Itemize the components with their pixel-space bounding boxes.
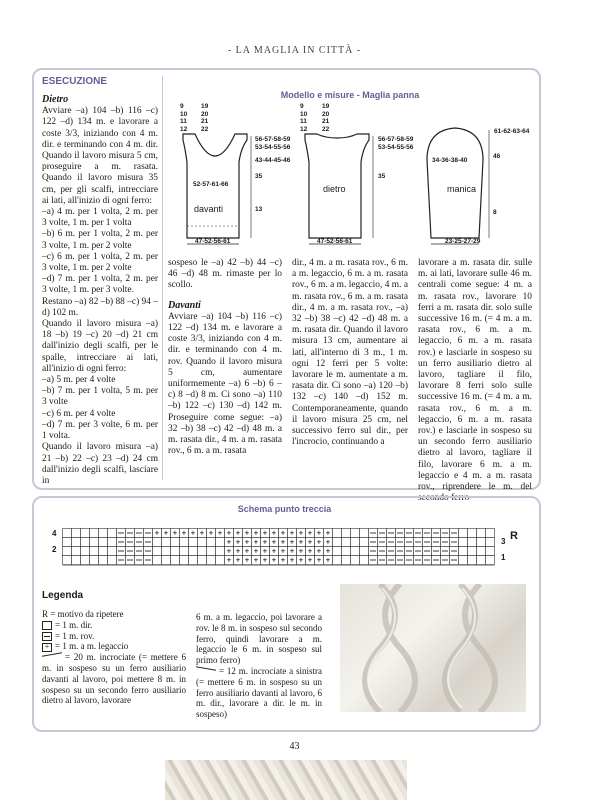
size-label: 20: [201, 110, 209, 118]
knit-symbol-icon: [42, 621, 52, 630]
legend-column-2: [196, 612, 322, 720]
garter-symbol: +: [226, 555, 232, 565]
chart-cell: [198, 547, 207, 556]
back-shoulder-label: 56-57-58-59: [378, 136, 414, 143]
paragraph: –c) 6 m. per 1 volta, 2 m. per 3 volte, 1 m. per 2 volte: [42, 251, 158, 274]
chart-cell: [198, 556, 207, 565]
column-2: [168, 258, 282, 457]
legend: [42, 590, 186, 706]
garter-symbol: +: [235, 537, 241, 547]
running-header: - LA MAGLIA IN CITTÀ -: [227, 45, 362, 56]
chart-cell: [486, 538, 495, 547]
chart-cell: [90, 529, 99, 538]
front-piece-label: davanti: [194, 204, 224, 214]
column-1: [42, 76, 158, 487]
repeat-marker: R: [510, 530, 518, 542]
chart-cell: [63, 538, 72, 547]
chart-cell: [360, 556, 369, 565]
garter-symbol: +: [226, 528, 232, 538]
page-number: 43: [289, 741, 300, 752]
paragraph: –c) 6 m. per 4 volte: [42, 408, 116, 419]
garter-symbol: +: [235, 555, 241, 565]
back-top-right-sizes: [322, 103, 329, 133]
size-label: 9: [180, 103, 184, 110]
back-piece-label: dietro: [323, 184, 346, 194]
legend-item-cable-left: [196, 666, 322, 720]
garter-symbol: +: [244, 555, 250, 565]
chart-cell: [216, 556, 225, 565]
chart-cell: [81, 556, 90, 565]
chart-cell: [171, 538, 180, 547]
chart-cell: [351, 538, 360, 547]
legend-item-label: = 1 m. dir.: [55, 619, 93, 630]
legend-item-label: = 1 m. rov.: [55, 630, 95, 641]
chart-cell: [81, 547, 90, 556]
legend-item-garter: [42, 641, 186, 652]
chart-cell: [171, 556, 180, 565]
paragraph: Restano –a) 82 –b) 88 –c) 94 –d) 102 m.: [42, 296, 158, 318]
chart-cell: [81, 529, 90, 538]
chart-cell: [108, 547, 117, 556]
garter-symbol: +: [280, 528, 286, 538]
garter-symbol: +: [253, 555, 259, 565]
front-shoulder-label-2: 53-54-55-56: [255, 144, 291, 151]
chart-cell: [360, 547, 369, 556]
garter-symbol: +: [271, 555, 277, 565]
chart-cell: [153, 556, 162, 565]
garter-symbol: +: [235, 546, 241, 556]
garter-symbol: +: [226, 537, 232, 547]
chart-cell: [99, 556, 108, 565]
chart-cell: [459, 547, 468, 556]
garter-symbol: +: [289, 537, 295, 547]
garter-symbol: +: [181, 528, 187, 538]
paragraph: –a) 4 m. per 1 volta, 2 m. per 3 volte, 1 m. per 1 volta: [42, 207, 158, 229]
chart-cell: [216, 538, 225, 547]
legend-item: R = motivo da ripetere: [42, 609, 124, 619]
garter-symbol: +: [325, 528, 331, 538]
subheading-dietro: Dietro: [42, 94, 69, 105]
chart-cell: [477, 556, 486, 565]
paragraph: lavorare a m. rasata dir. sulle m. ai lati, lavorare sulle 46 m. centrali come segue: 4 m. a m. rasata rov., lavorare 10 ferri a m. rasata dir. solo sulle successive 16 m. (= 4 m. a m. rasata rov., 6 m. a m. legaccio, 6 m. a m. rasata rov.) e lasciarle in sospeso su un ferro ausiliario dietro al lavoro, tagliare il filo, lavorare 8 ferri solo sulle successive 16 m. (= 4 m. a m. rasata rov., 6 m. a m. legaccio, 6 m. a m. rasata rov.) e lasciarle in sospeso su un secondo ferro ausiliario dietro al lavoro, tagliare il filo, lavorare 6 m. a m. legaccio e 4 m. a m. rasata rov., riprendere le m. del secondo ferro: [418, 258, 532, 504]
chart-cell: [342, 556, 351, 565]
garter-symbol: +: [316, 555, 322, 565]
sleeve-piece-outline: [427, 128, 483, 238]
garter-symbol: +: [217, 528, 223, 538]
garter-symbol: +: [172, 528, 178, 538]
section-title: ESECUZIONE: [42, 76, 108, 87]
cable-texture: [340, 584, 526, 712]
garter-symbol: +: [253, 528, 259, 538]
size-label: 9: [300, 103, 304, 110]
chart-cell: [360, 538, 369, 547]
garter-symbol: +: [307, 537, 313, 547]
chart-cell: [90, 538, 99, 547]
size-label: 20: [322, 110, 330, 118]
chart-cell: [189, 538, 198, 547]
stitch-chart: [62, 528, 498, 566]
garter-symbol: +: [298, 537, 304, 547]
chart-cell: [180, 556, 189, 565]
garter-symbol: +: [199, 528, 205, 538]
garter-symbol: +: [298, 528, 304, 538]
garter-symbol: +: [262, 528, 268, 538]
garter-symbol: +: [289, 546, 295, 556]
garter-symbol: +: [316, 537, 322, 547]
front-shoulder-label: 56-57-58-59: [255, 136, 291, 143]
chart-cell: [108, 538, 117, 547]
garter-symbol: +: [280, 537, 286, 547]
paragraph: –a) 5 m. per 4 volte: [42, 375, 116, 386]
chart-cell: [468, 547, 477, 556]
chart-cell: [180, 547, 189, 556]
garter-symbol-icon: +: [42, 643, 52, 652]
chart-cell: [72, 538, 81, 547]
chart-cell: [189, 556, 198, 565]
size-label: 11: [180, 118, 187, 125]
chart-cell: [351, 547, 360, 556]
front-top-right-sizes: [201, 103, 208, 133]
chart-cell: [351, 556, 360, 565]
garter-symbol: +: [154, 528, 160, 538]
chart-cell: [153, 547, 162, 556]
chart-cell: [90, 547, 99, 556]
garter-symbol: +: [271, 528, 277, 538]
garter-symbol: +: [163, 528, 169, 538]
chart-cell: [468, 538, 477, 547]
sleeve-height-8: 8: [493, 209, 497, 216]
sleeve-piece-label: manica: [447, 184, 477, 194]
garter-symbol: +: [208, 528, 214, 538]
sleeve-width-mid: 34-36-38-40: [432, 157, 468, 164]
chart-cell: [459, 529, 468, 538]
sleeve-top-label: 61-62-63-64: [494, 128, 530, 135]
chart-cell: [459, 556, 468, 565]
garter-symbol: +: [262, 555, 268, 565]
paragraph: Avviare –a) 104 –b) 116 –c) 122 –d) 134 m. e lavorare a coste 3/3, iniziando con 4 m. dir. e terminando con 4 m. dir. Quando il lavoro misura 5 cm, proseguire a m. rasata. Quando il lavoro misura 35 cm, per gli scalfi, intrecciare ai lati, all'inizio di ogni ferro:: [42, 106, 158, 206]
garment-schematics: [165, 100, 535, 250]
garter-symbol: +: [262, 537, 268, 547]
size-label: 11: [300, 118, 307, 125]
chart-cell: [360, 529, 369, 538]
chart-cell: [342, 547, 351, 556]
legend-item-purl: [42, 631, 186, 642]
front-height-13: 13: [255, 206, 263, 213]
paragraph: –d) 7 m. per 1 volta, 2 m. per 3 volte, 1 m. per 3 volte.: [42, 274, 158, 296]
front-width-bottom: 47-52-56-61: [195, 238, 231, 245]
garter-symbol: +: [325, 555, 331, 565]
sleeve-height-46: 46: [493, 153, 501, 160]
chart-cell: [207, 547, 216, 556]
paragraph: sospeso le –a) 42 –b) 44 –c) 46 –d) 48 m. rimaste per lo scollo.: [168, 258, 282, 291]
purl-symbol-icon: [42, 632, 52, 641]
garter-symbol: +: [271, 537, 277, 547]
size-label: 12: [300, 125, 308, 133]
paragraph: Quando il lavoro misura –a) 21 –b) 22 –c) 23 –d) 24 cm dall'inizio degli scalfi, lasciare in: [42, 442, 158, 486]
garter-symbol: +: [226, 546, 232, 556]
chart-cell: [216, 547, 225, 556]
chart-cell: [189, 547, 198, 556]
sleeve-width-bottom: 23-25-27-29: [445, 238, 481, 245]
garter-symbol: +: [289, 528, 295, 538]
chart-cell: [108, 556, 117, 565]
chart-cell: [72, 556, 81, 565]
garter-symbol: +: [307, 555, 313, 565]
paragraph: Avviare –a) 104 –b) 116 –c) 122 –d) 134 m. e lavorare a coste 3/3, iniziando con 4 m. dir. e terminando con 4 m. rov. Quando il lavoro misura 5 cm, aumentare uniformemente –a) 6 –b) 6 –c) 8 –d) 8 m. Ci sono –a) 110 –b) 122 –c) 130 –d) 142 m. Proseguire come segue: –a) 32 –b) 38 –c) 42 –d) 48 m. a m. rasata dir., 4 m. a m. rasata rov., 6 m. a m. rasata: [168, 311, 282, 457]
garter-symbol: +: [298, 555, 304, 565]
size-label: 22: [322, 125, 330, 133]
paragraph: –b) 6 m. per 1 volta, 2 m. per 3 volte, 1 m. per 2 volte: [42, 229, 158, 251]
chart-cell: [63, 556, 72, 565]
chart-cell: [459, 538, 468, 547]
row-number: 4: [52, 529, 57, 538]
column-1-text: [42, 94, 158, 487]
chart-cell: [90, 556, 99, 565]
chart-cell: [162, 538, 171, 547]
size-label: 12: [180, 125, 188, 133]
garter-symbol: +: [325, 546, 331, 556]
column-divider: [162, 76, 163, 480]
front-height-35: 35: [255, 173, 263, 180]
garter-symbol: +: [262, 546, 268, 556]
garter-symbol: +: [253, 537, 259, 547]
front-top-left-sizes: [180, 103, 187, 133]
chart-cell: [153, 538, 162, 547]
paragraph: dir., 4 m. a m. rasata rov., 6 m. a m. legaccio, 6 m. a m. rasata rov., 6 m. a m. legaccio, 4 m. a m. rasata rov., 6 m. a m. rasata dir., 4 m. a m. rasata rov., –a) 32 –b) 38 –c) 42 –d) 48 m. a m. rasata dir. Quando il lavoro misura 13 cm, aumentare ai lati, all'interno di 3 m., 1 m. ogni 12 ferri per 5 volte: lavorare le m. aumentate a m. rasata dir. Ci sono –a) 120 –b) 132 –c) 140 –d) 152 m. Contemporaneamente, quando il lavoro misura 25 cm, nel successivo ferro sul dir., per l'incrocio, continuando a: [292, 258, 408, 448]
row-number: 1: [501, 553, 506, 562]
size-label: 19: [322, 103, 330, 110]
garter-symbol: +: [280, 555, 286, 565]
garter-symbol: +: [235, 528, 241, 538]
cable-knit-photo: [340, 584, 526, 712]
chart-cell: [486, 556, 495, 565]
chart-cell: [81, 538, 90, 547]
chart-cell: [477, 529, 486, 538]
garter-symbol: +: [307, 546, 313, 556]
subheading-davanti: Davanti: [168, 299, 201, 311]
chart-cell: [63, 529, 72, 538]
legend-item-label: = 20 m. incrociate (= mettere 6 m. in sospeso su un ferro ausiliario davanti al lavoro, poi mettere 8 m. in sospeso su un secondo ferro ausiliario dietro al lavoro, lavorare: [42, 652, 186, 706]
garter-symbol: +: [298, 546, 304, 556]
chart-cell: [333, 538, 342, 547]
paragraph: Quando il lavoro misura –a) 18 –b) 19 –c) 20 –d) 21 cm dall'inizio degli scalfi, per le spalle, intrecciare ai lati, all'inizio di ogni ferro:: [42, 319, 158, 374]
front-armhole-label: 43-44-45-46: [255, 157, 291, 164]
garter-symbol: +: [325, 537, 331, 547]
legend-title: Legenda: [42, 590, 84, 601]
garter-symbol: +: [253, 546, 259, 556]
chart-cell: [342, 529, 351, 538]
chart-cell: [72, 547, 81, 556]
chart-cell: [99, 529, 108, 538]
garter-symbol: +: [244, 528, 250, 538]
column-3: [292, 258, 408, 448]
paragraph: –b) 7 m. per 1 volta, 5 m. per 3 volte: [42, 386, 158, 408]
garter-symbol: +: [307, 528, 313, 538]
size-label: 21: [322, 118, 330, 125]
chart-cell: [486, 529, 495, 538]
column-4: [418, 258, 532, 504]
chart-cell: [486, 547, 495, 556]
chart-cell: [351, 529, 360, 538]
chart-cell: [477, 538, 486, 547]
chart-cell: [468, 556, 477, 565]
back-height-35: 35: [378, 173, 386, 180]
size-label: 22: [201, 125, 209, 133]
back-top-left-sizes: [300, 103, 307, 133]
chart-cell: [108, 529, 117, 538]
legend-item-knit: [42, 620, 186, 631]
chart-cell: [333, 529, 342, 538]
paragraph: –d) 7 m. per 3 volte, 6 m. per 1 volta.: [42, 419, 158, 442]
chart-cell: [342, 538, 351, 547]
back-shoulder-label-2: 53-54-55-56: [378, 144, 414, 151]
chart-cell: [207, 538, 216, 547]
legend-item-cable: [42, 652, 186, 706]
chart-cell: [99, 547, 108, 556]
chart-cell: [468, 529, 477, 538]
size-label: 10: [300, 110, 308, 118]
chart-cell: [477, 547, 486, 556]
knit-texture-strip: [165, 760, 407, 800]
chart-cell: [63, 547, 72, 556]
legend-item-label: = 1 m. a m. legaccio: [55, 641, 129, 652]
front-width-mid: 52-57-61-66: [193, 181, 229, 188]
chart-cell: [180, 538, 189, 547]
schema-title: Schema punto treccia: [237, 504, 332, 514]
chart-cell: [99, 538, 108, 547]
back-width-bottom: 47-52-56-61: [317, 238, 353, 245]
chart-cell: [207, 556, 216, 565]
garter-symbol: +: [271, 546, 277, 556]
chart-cell: [171, 547, 180, 556]
chart-cell: [333, 547, 342, 556]
chart-cell: [162, 556, 171, 565]
chart-cell: [162, 547, 171, 556]
row-number: 2: [52, 545, 57, 554]
garter-symbol: +: [244, 546, 250, 556]
diagram-title: Modello e misure - Maglia panna: [280, 90, 420, 100]
size-label: 21: [201, 118, 209, 125]
garter-symbol: +: [244, 537, 250, 547]
legend-item: 6 m. a m. legaccio, poi lavorare a rov. le 8 m. in sospeso sul secondo ferro, quindi lavorare a m. legaccio le 6 m. in sospeso sul primo ferro): [196, 612, 322, 666]
chart-cell: [72, 529, 81, 538]
chart-cell: [333, 556, 342, 565]
garter-symbol: +: [190, 528, 196, 538]
legend-item-label: = 12 m. incrociate a sinistra (= mettere 6 m. in sospeso su un ferro ausiliario davanti al lavoro, 6 m. dir., lavorare a dir. le m. in sospeso): [196, 665, 322, 720]
garter-symbol: +: [280, 546, 286, 556]
garter-symbol: +: [316, 528, 322, 538]
garter-symbol: +: [316, 546, 322, 556]
legend-items: [42, 609, 186, 706]
size-label: 19: [201, 103, 209, 110]
row-number: 3: [501, 537, 506, 546]
chart-cell: [198, 538, 207, 547]
garter-symbol: +: [289, 555, 295, 565]
size-label: 10: [180, 110, 188, 118]
